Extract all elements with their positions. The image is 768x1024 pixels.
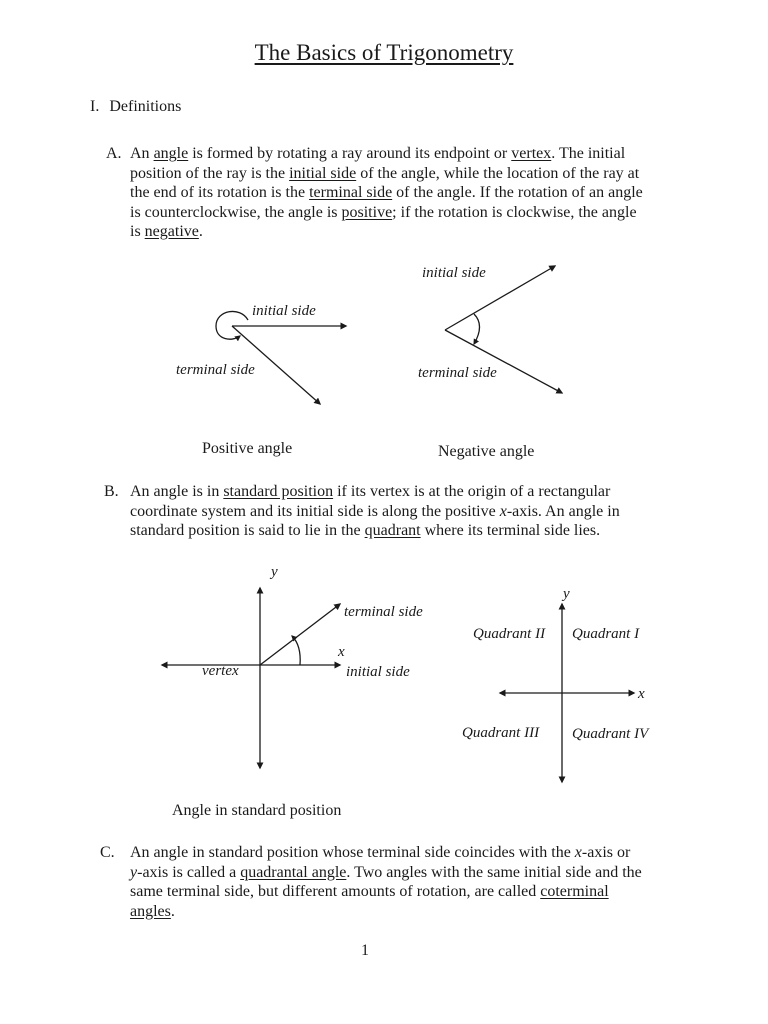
paragraph-c-text: An angle in standard position whose terminal side coincides with the x-axis or y-axis is called a quadrantal angle. Two angles with the same initial side and the same terminal side, but different amounts of rotation, are called coterminal angles. bbox=[130, 844, 642, 920]
paragraph-c-marker: C. bbox=[100, 844, 115, 861]
page-title: The Basics of Trigonometry bbox=[254, 40, 514, 65]
paragraph-a-text: An angle is formed by rotating a ray around its endpoint or vertex. The initial position of the ray is the initial side of the angle, while the location of the ray at the end of its rotation is the terminal side of the angle. If the rotation of an angle is counterclockwise, the angle is positive; if the rotation is clockwise, the angle is negative. bbox=[130, 145, 643, 240]
quadrant-4-label: Quadrant IV bbox=[572, 726, 649, 742]
paragraph-b bbox=[104, 482, 644, 541]
std-terminal-label: terminal side bbox=[344, 604, 423, 620]
term-standard-position: standard position bbox=[223, 483, 334, 500]
term-coterminal-angles: coterminal angles bbox=[130, 883, 609, 920]
std-vertex-label: vertex bbox=[202, 663, 239, 679]
page-number: 1 bbox=[361, 942, 369, 959]
term-initial-side: initial side bbox=[289, 164, 357, 182]
term-quadrantal-angle: quadrantal angle bbox=[240, 863, 347, 881]
quad-x-label: x bbox=[638, 686, 645, 702]
paragraph-c bbox=[100, 843, 645, 921]
paragraph-a bbox=[106, 144, 646, 242]
section-label: Definitions bbox=[109, 98, 182, 115]
standard-position-caption: Angle in standard position bbox=[172, 802, 342, 819]
std-initial-label: initial side bbox=[346, 664, 410, 680]
term-vertex: vertex bbox=[511, 145, 552, 162]
term-quadrant: quadrant bbox=[364, 522, 421, 539]
angle-direction-figure bbox=[0, 250, 768, 420]
neg-rotation-arc bbox=[474, 314, 480, 344]
term-terminal-side: terminal side bbox=[309, 184, 393, 201]
paragraph-b-text: An angle is in standard position if its vertex is at the origin of a rectangular coordinate system and its initial side is along the positive x-axis. An angle in standard position is said to lie in the quadrant where its terminal side lies. bbox=[130, 483, 620, 539]
term-positive: positive bbox=[341, 203, 393, 221]
quadrant-2-label: Quadrant II bbox=[473, 626, 546, 642]
neg-initial-label: initial side bbox=[422, 265, 486, 281]
term-negative: negative bbox=[144, 223, 199, 240]
pos-initial-label: initial side bbox=[252, 303, 316, 319]
section-heading bbox=[90, 98, 181, 116]
quad-y-label: y bbox=[563, 586, 570, 602]
quadrant-3-label: Quadrant III bbox=[462, 725, 540, 741]
quadrant-1-label: Quadrant I bbox=[572, 626, 640, 642]
term-angle: angle bbox=[153, 145, 189, 162]
pos-rotation-arc bbox=[216, 311, 248, 339]
neg-terminal-label: terminal side bbox=[418, 365, 497, 381]
section-number: I. bbox=[90, 98, 100, 115]
std-x-label: x bbox=[338, 644, 345, 660]
standard-position-figure bbox=[0, 560, 768, 790]
neg-terminal-ray bbox=[445, 330, 562, 393]
pos-terminal-label: terminal side bbox=[176, 362, 255, 378]
positive-angle-caption: Positive angle bbox=[202, 440, 293, 457]
negative-angle-caption: Negative angle bbox=[438, 443, 535, 460]
paragraph-a-marker: A. bbox=[106, 145, 122, 162]
paragraph-b-marker: B. bbox=[104, 483, 119, 500]
std-y-label: y bbox=[271, 564, 278, 580]
